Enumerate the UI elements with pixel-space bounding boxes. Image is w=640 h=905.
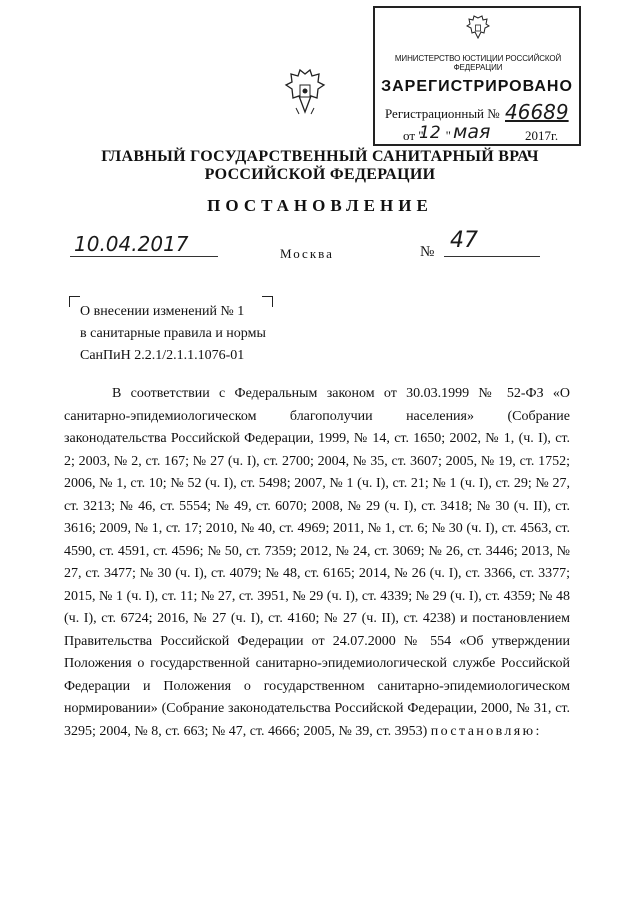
double-headed-eagle-icon — [465, 14, 491, 40]
stamp-date-month: мая — [453, 121, 491, 143]
stamp-registered-title: ЗАРЕГИСТРИРОВАНО — [381, 78, 573, 95]
number-underline — [444, 256, 540, 257]
document-body — [64, 383, 570, 743]
document-number: 47 — [450, 228, 478, 253]
document-date: 10.04.2017 — [74, 232, 189, 256]
issuer-title-line2: РОССИЙСКОЙ ФЕДЕРАЦИИ — [204, 166, 436, 183]
date-underline — [70, 256, 218, 257]
number-label: № — [420, 244, 435, 260]
resolve-word: постановляю: — [430, 723, 542, 739]
document-subject — [80, 301, 266, 367]
subject-corner-left — [69, 296, 80, 307]
stamp-reg-label: Регистрационный № — [385, 106, 500, 121]
subject-line-2: в санитарные правила и нормы — [80, 326, 266, 341]
issuer-title-line1: ГЛАВНЫЙ ГОСУДАРСТВЕННЫЙ САНИТАРНЫЙ ВРАЧ — [101, 148, 539, 165]
subject-line-3: СанПиН 2.2.1/2.1.1.1076-01 — [80, 348, 245, 363]
coat-of-arms-icon — [282, 68, 328, 118]
document-city: Москва — [280, 246, 334, 261]
stamp-date-prefix-text: от " — [403, 128, 424, 143]
stamp-date-year: 2017г. — [525, 128, 559, 143]
body-paragraph: В соответствии с Федеральным законом от 30.03.1999 № 52-ФЗ «О санитарно-эпидемиологическом благополучии населения» (Собрание законодательства Российской Федерации, 1999, № 14, ст. 1650; 2002, № 1, (ч. I), ст. 2; 2003, № 2, ст. 167; № 27 (ч. I), ст. 2700; 2004, № 35, ст. 3607; 2005, № 19, ст. 1752; 2006, № 1, ст. 10; № 52 (ч. I), ст. 5498; 2007, № 1 (ч. I), ст. 21; № 1 (ч. I), ст. 29; № 27, ст. 3213; № 46, ст. 5554; № 49, ст. 6070; 2008, № 29 (ч. I), ст. 3418; № 30 (ч. II), ст. 3616; 2009, № 1, ст. 17; 2010, № 40, ст. 4969; 2011, № 1, ст. 6; № 30 (ч. I), ст. 4563, ст. 4590, ст. 4591, ст. 4596; № 50, ст. 7359; 2012, № 24, ст. 3069; № 26, ст. 3446; 2013, № 27, ст. 3477; № 30 (ч. I), ст. 4079; № 48, ст. 6165; 2014, № 26 (ч. I), ст. 3366, ст. 3377; 2015, № 1 (ч. I), ст. 11; № 27, ст. 3951, № 29 (ч. I), ст. 4339; № 29 (ч. I), ст. 4359; № 48 (ч. I), ст. 6724; 2016, № 27 (ч. I), ст. 4160; № 27 (ч. II), ст. 4238) и постановлением Правительства Российской Федерации от 24.07.2000 № 554 «Об утверждении Положения о государственной санитарно-эпидемиологической службе Российской Федерации и Положения о государственном санитарно-эпидемиологическом нормировании» (Собрание законодательства Российской Федерации, 2000, № 31, ст. 3295; 2004, № 8, ст. 663; № 47, ст. 4666; 2005, № 39, ст. 3953) — [64, 386, 570, 739]
subject-line-1: О внесении изменений № 1 — [80, 304, 245, 319]
registration-stamp — [373, 6, 581, 146]
stamp-reg-number: 46689 — [505, 100, 569, 124]
stamp-date-day: 12 — [419, 123, 441, 143]
document-type-title: ПОСТАНОВЛЕНИЕ — [207, 196, 433, 215]
stamp-date-sep: " — [445, 128, 451, 143]
stamp-ministry-name: МИНИСТЕРСТВО ЮСТИЦИИ РОССИЙСКОЙ ФЕДЕРАЦИИ — [394, 54, 562, 72]
